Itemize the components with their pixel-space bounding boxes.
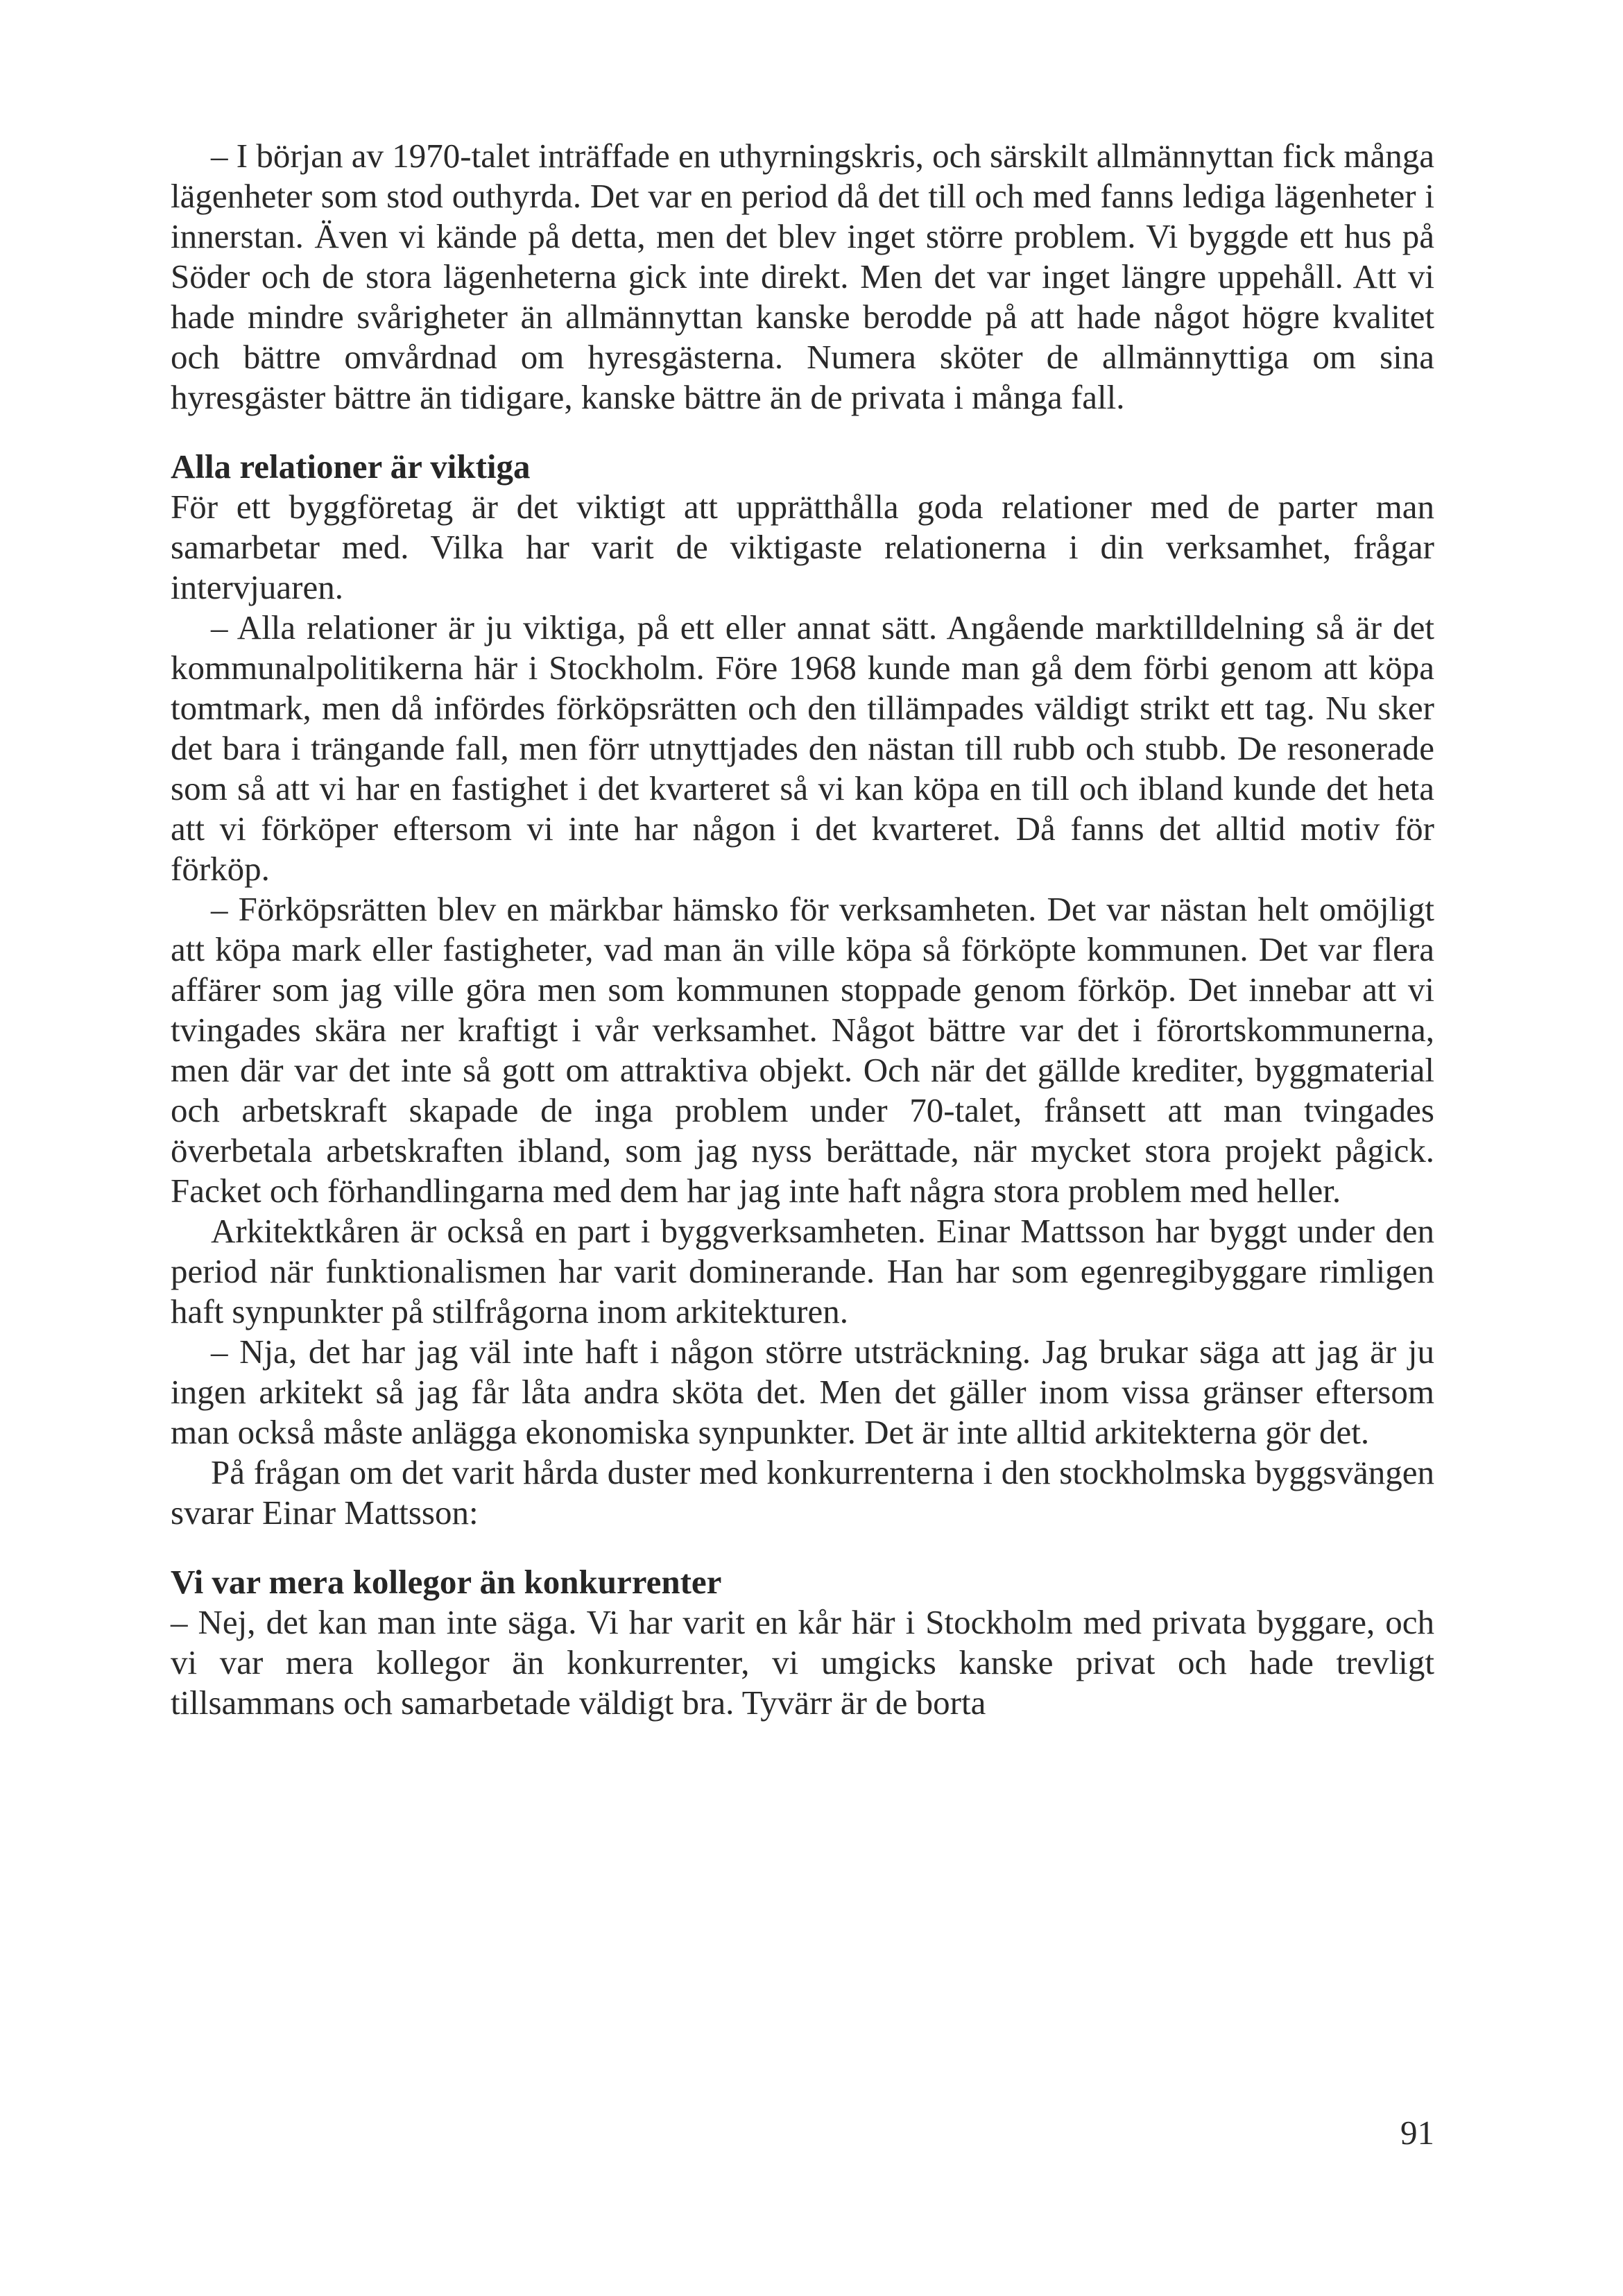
- section-heading-colleagues: Vi var mera kollegor än konkurrenter: [171, 1563, 722, 1601]
- paragraph: På frågan om det varit hårda duster med konkurrenterna i den stockholmska byggsvängen svarar Einar Mattsson:: [171, 1453, 1434, 1532]
- paragraph: – Alla relationer är ju viktiga, på ett eller annat sätt. Angående marktilldelning så är det kommunalpolitikerna här i Stockholm. Före 1968 kunde man gå dem förbi genom att köpa tomtmark, men då infördes förköpsrätten och den tillämpades väldigt strikt ett tag. Nu sker det bara i trängande fall, men förr utnyttjades den nästan till rubb och stubb. De resonerade som så att vi har en fastighet i det kvarteret så vi kan köpa en till och ibland kunde det heta att vi förköper eftersom vi inte har någon i det kvarteret. Då fanns det alltid motiv för förköp.: [171, 608, 1434, 888]
- paragraph: – I början av 1970-talet inträffade en uthyrningskris, och särskilt allmännyttan fick många lägenheter som stod outhyrda. Det var en period då det till och med fanns lediga lägenheter i innerstan. Även vi kände på detta, men det blev inget större problem. Vi byggde ett hus på Söder och de stora lägenheterna gick inte direkt. Men det var inget längre uppehåll. Att vi hade mindre svårigheter än allmännyttan kanske berodde på att hade något högre kvalitet och bättre omvårdnad om hyresgästerna. Numera sköter de allmännyttiga om sina hyresgäster bättre än tidigare, kanske bättre än de privata i många fall.: [171, 137, 1434, 416]
- paragraph: – Nej, det kan man inte säga. Vi har varit en kår här i Stockholm med privata byggare, och vi var mera kollegor än konkurrenter, vi umgicks kanske privat och hade trevligt tillsammans och samarbetade väldigt bra. Tyvärr är de borta: [171, 1603, 1434, 1722]
- paragraph: – Förköpsrätten blev en märkbar hämsko för verksamheten. Det var nästan helt omöjligt att köpa mark eller fastigheter, vad man än ville köpa så förköpte kommunen. Det var flera affärer som jag ville göra men som kommunen stoppade genom förköp. Det innebar att vi tvingades skära ner kraftigt i vår verksamhet. Något bättre var det i förortskommunerna, men där var det inte så gott om attraktiva objekt. Och när det gällde krediter, byggmaterial och arbetskraft skapade de inga problem under 70-talet, frånsett att man tvingades överbetala arbetskraften ibland, som jag nyss berättade, när mycket stora projekt pågick. Facket och förhandlingarna med dem har jag inte haft några stora problem med heller.: [171, 890, 1434, 1210]
- paragraph: – Nja, det har jag väl inte haft i någon större utsträckning. Jag brukar säga att jag är ju ingen arkitekt så jag får låta andra sköta det. Men det gäller inom vissa gränser eftersom man också måste anlägga ekonomiska synpunkter. Det är inte alltid arkitekterna gör det.: [171, 1333, 1434, 1451]
- section-heading-relations: Alla relationer är viktiga: [171, 447, 531, 486]
- paragraph: För ett byggföretag är det viktigt att upprätthålla goda relationer med de parter man samarbetar med. Vilka har varit de viktigaste relationerna i din verksamhet, frågar intervjuaren.: [171, 488, 1434, 606]
- page-number: 91: [1400, 2114, 1434, 2152]
- paragraph: Arkitektkåren är också en part i byggverksamheten. Einar Mattsson har byggt under den period när funktionalismen har varit dominerande. Han har som egenregibyggare rimligen haft synpunkter på stilfrågorna inom arkitekturen.: [171, 1212, 1434, 1330]
- article-body: [171, 136, 1434, 1723]
